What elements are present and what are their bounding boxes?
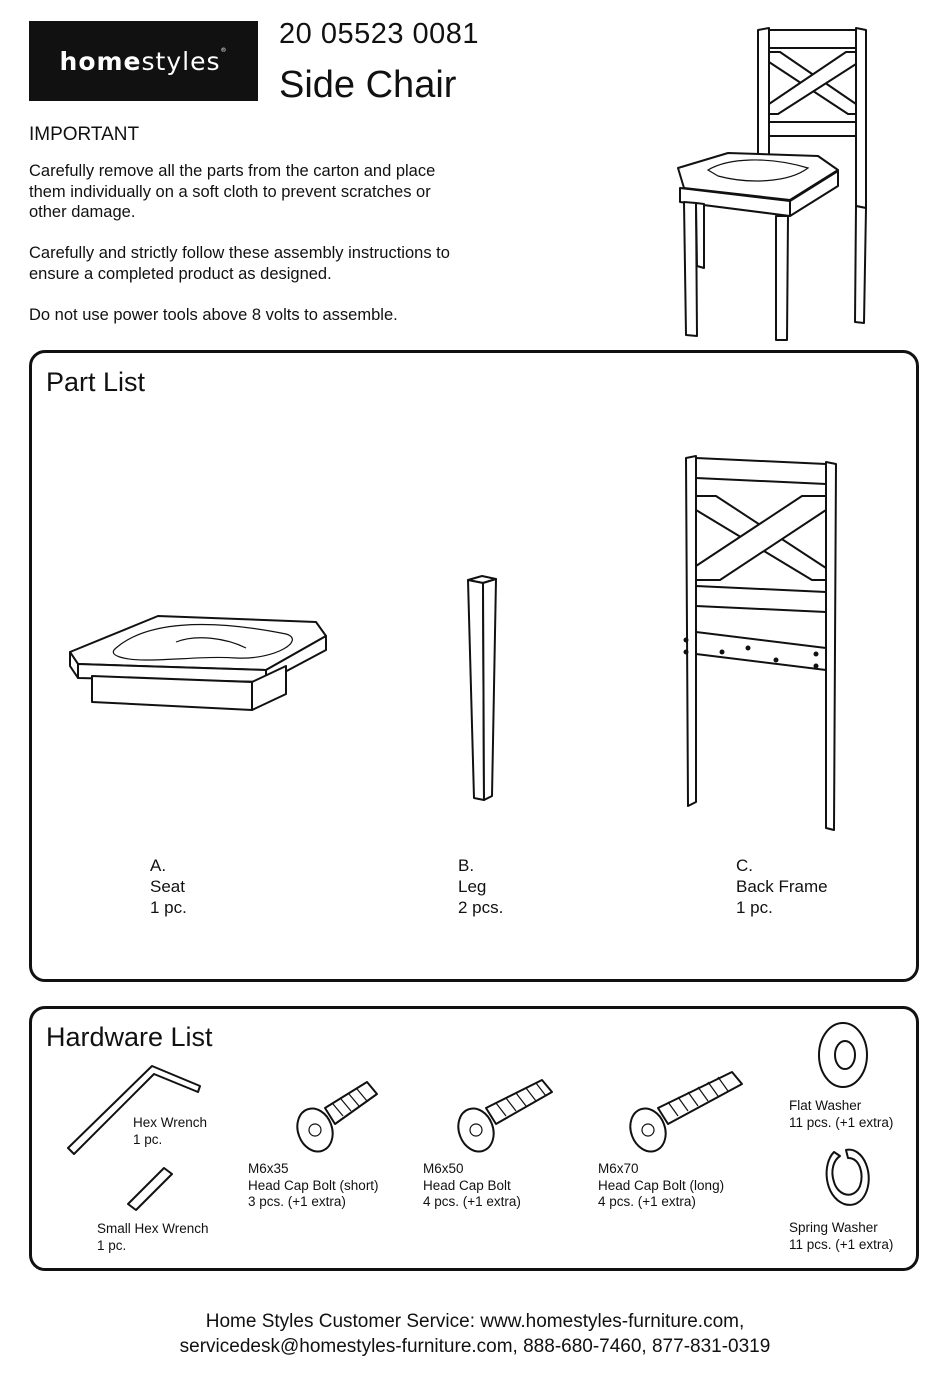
part-name: Back Frame	[736, 877, 828, 896]
part-letter: A.	[150, 856, 167, 875]
hardware-item-small-hex-wrench	[97, 1221, 209, 1254]
product-sku: 20 05523 0081	[279, 18, 480, 50]
brand-bold: home	[59, 46, 142, 76]
product-name: Side Chair	[279, 64, 457, 106]
hardware-name: Hex Wrench	[133, 1115, 208, 1130]
footer-customer-service-line-1: Home Styles Customer Service: www.homestyles-furniture.com,	[205, 1311, 745, 1332]
part-item-a	[150, 855, 187, 918]
brand-logo-text	[60, 47, 228, 76]
hardware-qty: 1 pc.	[133, 1131, 163, 1147]
bolt-long-icon	[628, 1068, 748, 1156]
bolt-short-icon	[295, 1078, 381, 1158]
bolt-medium-icon	[456, 1076, 556, 1156]
brand-mark: ®	[220, 46, 228, 54]
hardware-item-bolt-long	[598, 1161, 724, 1211]
hardware-qty: 4 pcs. (+1 extra)	[423, 1194, 521, 1209]
hardware-code: M6x70	[598, 1161, 639, 1176]
hardware-name: Small Hex Wrench	[97, 1221, 209, 1236]
part-qty: 1 pc.	[736, 898, 773, 917]
part-qty: 2 pcs.	[458, 898, 504, 917]
back-frame-illustration	[676, 452, 846, 836]
part-item-b	[458, 855, 503, 918]
assembled-chair-illustration	[668, 18, 868, 343]
hardware-item-spring-washer	[789, 1220, 893, 1253]
part-letter: C.	[736, 856, 753, 875]
hardware-name: Flat Washer	[789, 1098, 862, 1113]
part-qty: 1 pc.	[150, 898, 187, 917]
hardware-code: M6x35	[248, 1161, 289, 1176]
brand-logo	[29, 21, 258, 101]
part-name: Seat	[150, 877, 185, 896]
hardware-qty: 11 pcs. (+1 extra)	[789, 1236, 894, 1252]
leg-illustration	[462, 574, 512, 806]
part-item-c	[736, 855, 828, 918]
part-list-title: Part List	[46, 367, 146, 397]
seat-illustration	[66, 608, 331, 718]
hardware-item-bolt-medium	[423, 1161, 521, 1211]
spring-washer-icon	[820, 1144, 876, 1210]
hardware-item-flat-washer	[789, 1098, 893, 1131]
hardware-name: Head Cap Bolt	[423, 1177, 511, 1193]
hardware-name: Spring Washer	[789, 1220, 878, 1235]
important-paragraph-2: Carefully and strictly follow these assembly instructions to ensure a completed product as designed.	[29, 244, 450, 283]
small-hex-wrench-icon	[124, 1164, 176, 1214]
hardware-item-hex-wrench	[133, 1115, 207, 1148]
important-heading: IMPORTANT	[29, 124, 140, 145]
hardware-name: Head Cap Bolt (short)	[248, 1177, 379, 1193]
part-name: Leg	[458, 877, 487, 896]
footer-customer-service-line-2: servicedesk@homestyles-furniture.com, 888-680-7460, 877-831-0319	[179, 1336, 771, 1357]
hardware-item-bolt-short	[248, 1161, 379, 1211]
flat-washer-icon	[815, 1020, 871, 1090]
hardware-qty: 11 pcs. (+1 extra)	[789, 1114, 894, 1130]
brand-regular: styles	[141, 46, 221, 76]
hardware-name: Head Cap Bolt (long)	[598, 1177, 725, 1193]
important-paragraph-3: Do not use power tools above 8 volts to assemble.	[29, 306, 398, 324]
important-paragraph-1: Carefully remove all the parts from the carton and place them individually on a soft cloth to prevent scratches or other damage.	[29, 162, 436, 221]
hardware-qty: 4 pcs. (+1 extra)	[598, 1194, 696, 1209]
hardware-qty: 3 pcs. (+1 extra)	[248, 1194, 346, 1209]
part-letter: B.	[458, 856, 475, 875]
hardware-code: M6x50	[423, 1161, 464, 1176]
hardware-list-title: Hardware List	[46, 1022, 213, 1052]
hardware-qty: 1 pc.	[97, 1237, 127, 1253]
